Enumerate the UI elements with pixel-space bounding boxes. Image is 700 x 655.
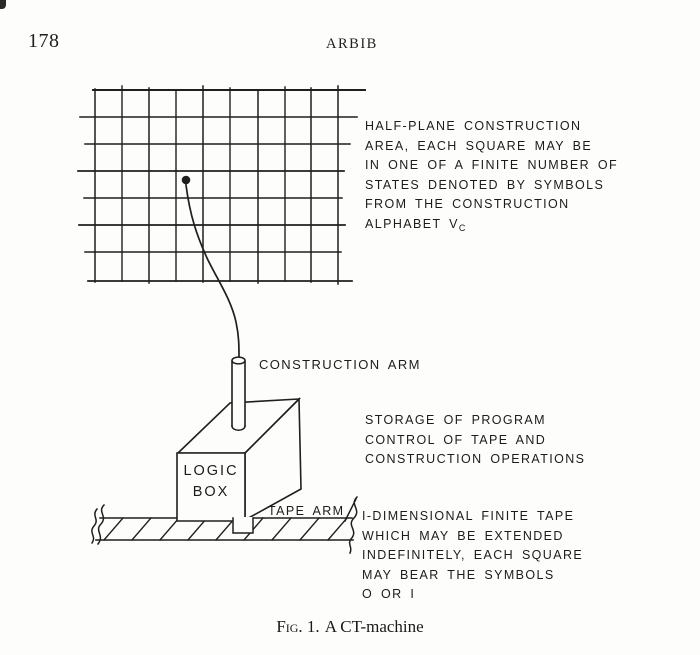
construction-area-note — [365, 117, 618, 239]
tape-arm-label: TAPE ARM — [268, 504, 345, 518]
storage-note — [365, 411, 585, 470]
figure-caption-label: Fig. 1. — [276, 617, 320, 636]
logic-box-label: LOGIC BOX — [183, 463, 239, 500]
note-line: WHICH MAY BE EXTENDED — [362, 528, 564, 543]
note-line: O OR I — [362, 587, 416, 602]
note-line: AREA, EACH SQUARE MAY BE — [365, 138, 593, 153]
running-head: ARBIB — [326, 36, 378, 52]
construction-grid — [78, 86, 365, 284]
tape-note — [362, 507, 583, 605]
tape-break-left — [92, 505, 104, 544]
figure-caption-text: A CT-machine — [324, 617, 424, 636]
note-line: CONTROL OF TAPE AND — [365, 432, 547, 447]
note-line: STATES DENOTED BY SYMBOLS — [365, 177, 605, 192]
tape-arm-foot — [233, 517, 253, 533]
note-line: CONSTRUCTION OPERATIONS — [365, 452, 586, 467]
construction-arm-label: CONSTRUCTION ARM — [259, 357, 421, 372]
page-number: 178 — [28, 30, 60, 52]
note-line: FROM THE CONSTRUCTION — [365, 197, 570, 212]
construction-arm-cylinder — [232, 357, 245, 430]
note-line: I-DIMENSIONAL FINITE TAPE — [362, 509, 575, 523]
note-line: HALF-PLANE CONSTRUCTION — [365, 119, 582, 133]
note-line: STORAGE OF PROGRAM — [365, 413, 546, 427]
construction-arm-curve — [186, 185, 239, 358]
arm-tip-dot — [182, 176, 191, 185]
note-line: INDEFINITELY, EACH SQUARE — [362, 548, 584, 563]
tape-break-right — [345, 497, 357, 553]
note-line: IN ONE OF A FINITE NUMBER OF — [365, 158, 619, 173]
note-line-alphabet: ALPHABET $V_C$ — [365, 216, 467, 233]
alphabet-subscript: C — [458, 222, 467, 233]
note-line: MAY BEAR THE SYMBOLS — [362, 567, 555, 582]
figure-caption — [0, 617, 700, 637]
